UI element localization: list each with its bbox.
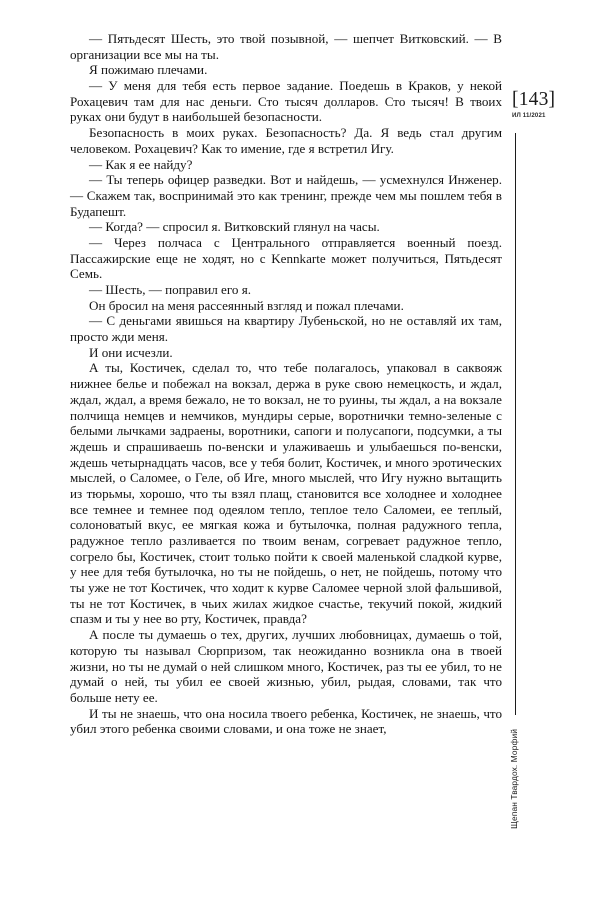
issue-mark: ИЛ 11/2021: [512, 112, 546, 119]
body-paragraph: Я пожимаю плечами.: [89, 62, 208, 78]
body-paragraph: — Через полчаса с Центрального отправляется военный поезд. Пассажирские еще не ходят, но с Kennkarte может получиться, Пятьдесят Семь.: [70, 234, 502, 282]
body-paragraph: Он бросил на меня рассеянный взгляд и пожал плечами.: [89, 297, 404, 313]
body-paragraph: А ты, Костичек, сделал то, что тебе полагалось, упаковал в саквояж нижнее белье и побежал на вокзал, держа в руке свою немецкость, и ждал, ждал, ждал, а время бежало, не то вокзал, не то руины, ты ждал, а на вокзале полчища немцев и немчиков, мундиры серые, воротнички темно-зеленые с белыми лычками задраены, воротники, сапоги и полусапоги, подсумки, а ты ждешь и спрашиваешь по-венски и улаживаешь и улыбаешься по-венски, ждешь четырнадцать часов, все у тебя болит, Костичек, и много эротических мыслей, о Саломее, о Геле, об Иге, много мыслей, что Игу нужно вытащить из тюрьмы, хорошо, что ты взял плащ, становится все холоднее и холоднее все темнее и темнее под одеялом тепло, теплое тело Саломеи, ее теплый, солоноватый вкус, ее мягкая кожа и бутылочка, полная радужного тепла, радужное тепло разливается по твоим венам, согревает радужное тепло, согрело бы, Костичек, стоит только пойти к своей маленькой сладкой курве, у нее для тебя бутылочка, но ты не пойдешь, о нет, не пойдешь, потому что ты уже не тот Костичек, что ходит к курве Саломее черной злой фальшивой, ты не тот Костичек, в чьих жилах жидкое счастье, текучий покой, жидкий спазм и ты у нее во рту, Костичек, правда?: [70, 360, 502, 627]
body-paragraph: И ты не знаешь, что она носила твоего ребенка, Костичек, не знаешь, что убил этого ребенка своими словами, и она тоже не знает,: [70, 705, 502, 737]
vertical-rule: [515, 133, 516, 715]
body-paragraph: Безопасность в моих руках. Безопасность? Да. Я ведь стал другим человеком. Рохацевич? Как то имение, где я встретил Игу.: [70, 125, 502, 156]
body-paragraph: — Когда? — спросил я. Витковский глянул на часы.: [89, 219, 380, 235]
folio-block: [512, 89, 596, 120]
page-number: [143]: [512, 89, 556, 110]
running-title: [509, 724, 529, 894]
body-paragraph: — Как я ее найду?: [89, 156, 193, 172]
running-title-label: Щепан Твардох. Морфий: [509, 729, 519, 829]
body-paragraph: — У меня для тебя есть первое задание. Поедешь в Краков, у некой Рохацевич там для нас деньги. Сто тысяч долларов. Сто тысяч! В твоих руках они будут в наибольшей безопасности.: [70, 78, 502, 125]
body-paragraph: — Шесть, — поправил его я.: [89, 282, 252, 297]
body-paragraph: — Пятьдесят Шесть, это твой позывной, — шепчет Витковский. — В организации все мы на ты.: [70, 31, 502, 62]
body-paragraph: И они исчезли.: [89, 344, 173, 360]
body-paragraph: — Ты теперь офицер разведки. Вот и найдешь, — усмехнулся Инженер. — Скажем так, воспринимай это как тренинг, прежде чем мы пошлем тебя в Будапешт.: [70, 172, 502, 219]
body-text-column: [70, 31, 502, 737]
body-paragraph: — С деньгами явишься на квартиру Лубеньской, но не оставляй их там, просто жди меня.: [70, 313, 502, 345]
body-paragraph: А после ты думаешь о тех, других, лучших любовницах, думаешь о той, которую ты называл Сюрпризом, так неожиданно возникла она в твоей жизни, но ты не думай о ней слишком много, Костичек, раз ты ее убил, то не думай о ней, ты убил ее своей жизнью, убил, рыдая, словами, так что больше нету ее.: [70, 627, 502, 705]
